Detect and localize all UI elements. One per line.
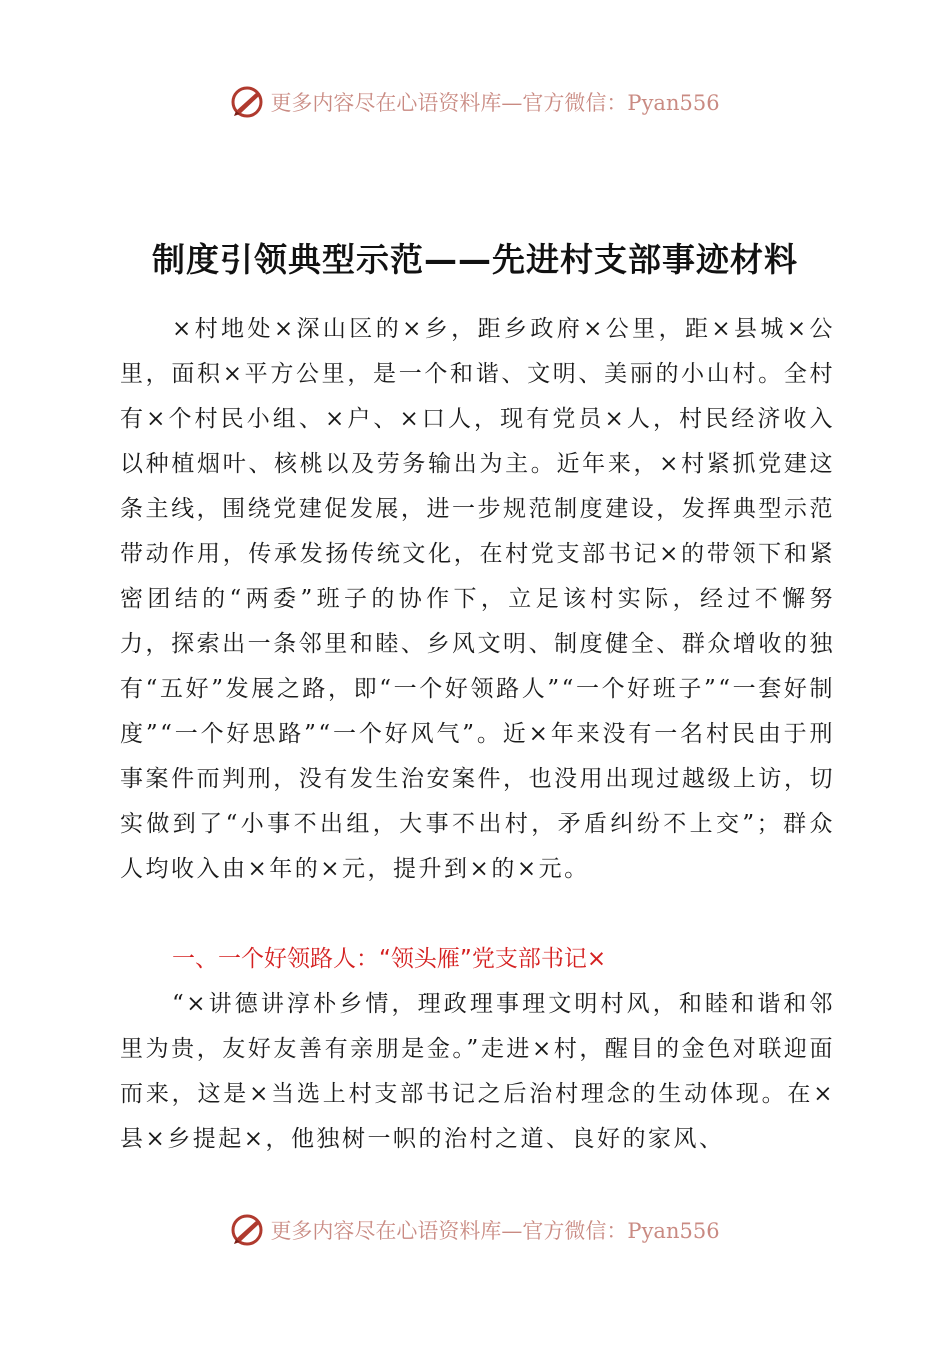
pen-logo-icon bbox=[230, 1213, 264, 1247]
paragraph-intro: ×村地处×深山区的×乡，距乡政府×公里，距×县城×公里，面积×平方公里，是一个和谐、文明、美丽的小山村。全村有×个村民小组、×户、×口人，现有党员×人，村民经济收入以种植烟叶、核桃以及劳务输出为主。近年来，×村紧抓党建这条主线，围绕党建促发展，进一步规范制度建设，发挥典型示范带动作用，传承发扬传统文化，在村党支部书记×的带领下和紧密团结的“两委”班子的协作下，立足该村实际，经过不懈努力，探索出一条邻里和睦、乡风文明、制度健全、群众增收的独有“五好”发展之路，即“一个好领路人”“一个好班子”“一套好制度”“一个好思路”“一个好风气”。近×年来没有一名村民由于刑事案件而判刑，没有发生治安案件，也没用出现过越级上访，切实做到了“小事不出组，大事不出村，矛盾纠纷不上交”；群众人均收入由×年的×元，提升到×的×元。 bbox=[120, 316, 835, 882]
header-banner bbox=[0, 82, 950, 122]
footer-banner-text: 更多内容尽在心语资料库—官方微信：Pyan556 bbox=[270, 1219, 720, 1243]
header-banner-text: 更多内容尽在心语资料库—官方微信：Pyan556 bbox=[270, 91, 720, 115]
pen-logo-icon bbox=[230, 85, 264, 119]
document-title: 制度引领典型示范——先进村支部事迹材料 bbox=[152, 240, 798, 279]
footer-banner bbox=[0, 1210, 950, 1250]
section-heading-1: 一、一个好领路人：“领头雁”党支部书记× bbox=[172, 946, 607, 972]
paragraph-section-1: “×讲德讲淳朴乡情，理政理事理文明村风，和睦和谐和邻里为贵，友好友善有亲朋是金。”走进×村，醒目的金色对联迎面而来，这是×当选上村支部书记之后治村理念的生动体现。在×县×乡提起×，他独树一帜的治村之道、良好的家风、 bbox=[120, 991, 835, 1152]
